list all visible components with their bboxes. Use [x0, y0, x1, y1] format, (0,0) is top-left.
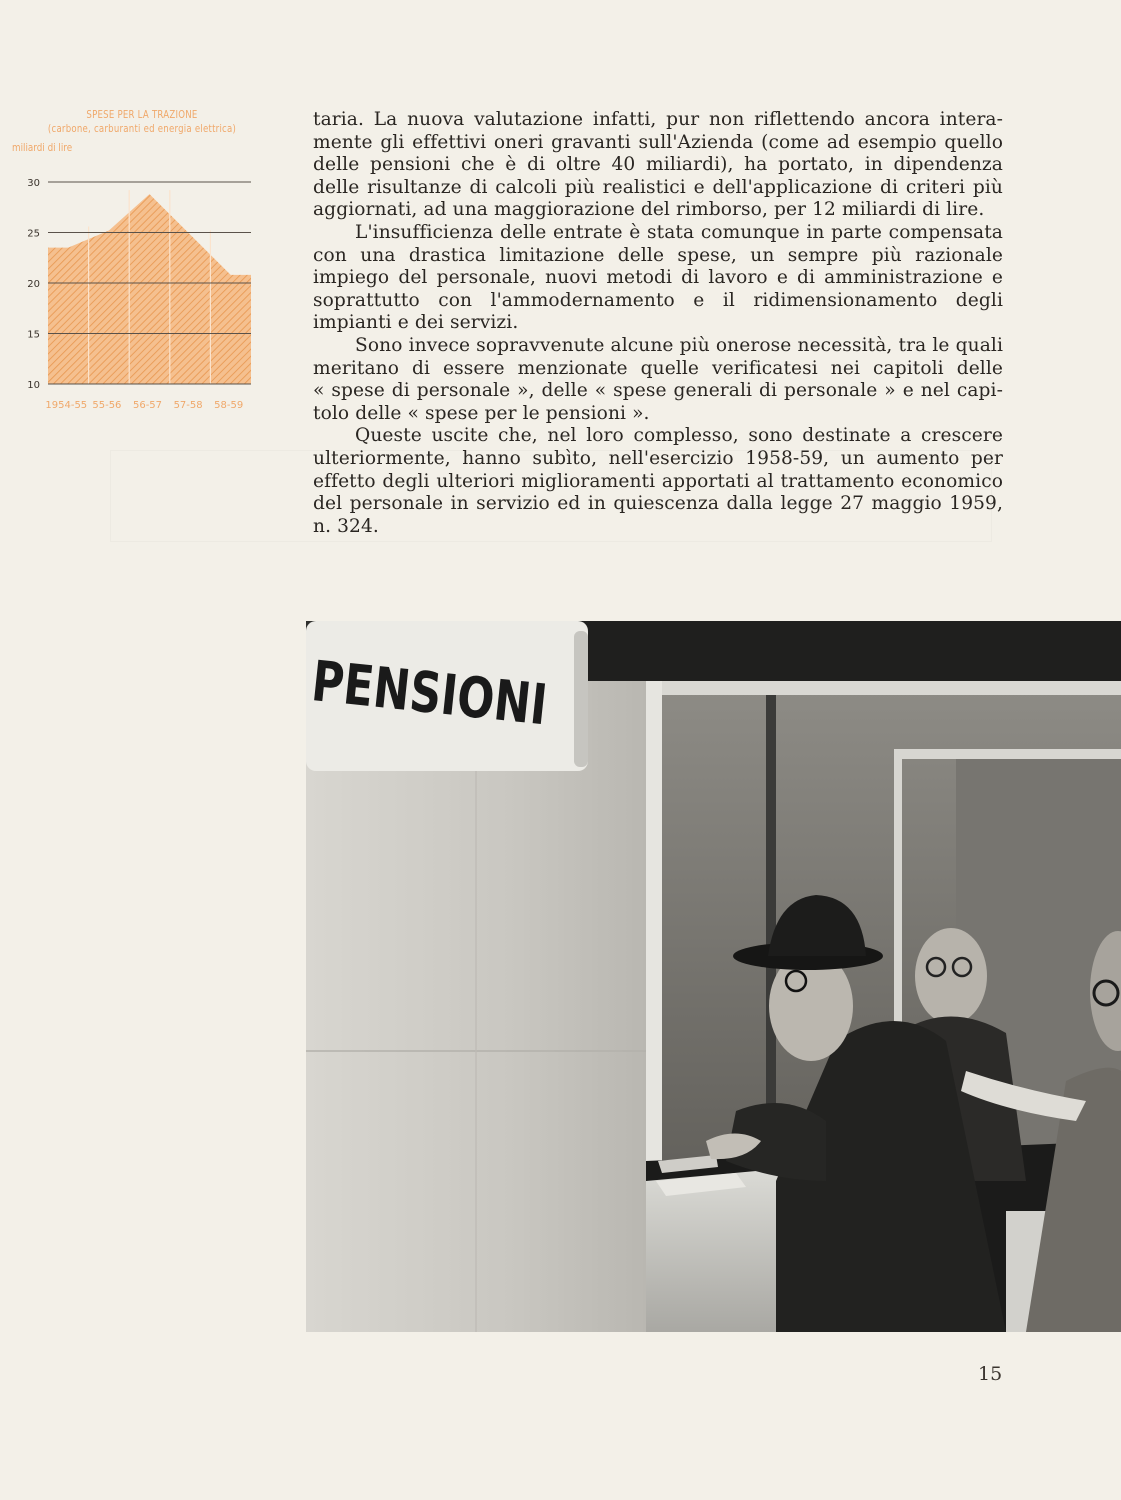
- text-line: n. 324.: [313, 515, 379, 537]
- chart-x-tick-label: 1954-55: [45, 400, 88, 411]
- text-line: del personale in servizio ed in quiescenza dalla legge 27 maggio 1959,: [313, 493, 1003, 515]
- chart-x-tick-label: 58-59: [214, 400, 244, 411]
- chart-y-tick-label: 25: [27, 228, 40, 240]
- photo-illustration: [306, 621, 1121, 1332]
- text-line: effetto degli ulteriori miglioramenti apportati al trattamento economico: [313, 470, 1003, 492]
- chart-y-tick-label: 30: [27, 178, 40, 189]
- pensioni-counter-photo: [306, 621, 1121, 1332]
- text-line: ulteriormente, hanno subìto, nell'esercizio 1958-59, un aumento per: [313, 447, 1003, 469]
- chart-y-axis-label: miliardi di lire: [12, 141, 73, 154]
- chart-y-tick-label: 20: [27, 279, 40, 290]
- text-line: delle risultanze di calcoli più realistici e dell'applicazione di criteri più: [313, 176, 1003, 198]
- chart-title: SPESE PER LA TRAZIONE: [86, 108, 198, 121]
- text-line: impiego del personale, nuovi metodi di lavoro e di amministrazione e: [313, 267, 1003, 289]
- text-line: con una drastica limitazione delle spese, un sempre più razionale: [313, 244, 1003, 266]
- trazione-chart: [8, 100, 276, 420]
- chart-plot: [8, 160, 276, 420]
- paragraph-3: [313, 335, 1003, 425]
- chart-area-series: [48, 194, 251, 384]
- chart-x-tick-label: 57-58: [173, 400, 203, 411]
- text-line: impianti e dei servizi.: [313, 312, 519, 334]
- chart-subtitle: (carbone, carburanti ed energia elettrica): [47, 122, 237, 135]
- text-line: « spese di personale », delle « spese generali di personale » e nel capi-: [313, 380, 1003, 402]
- chart-y-tick-label: 10: [27, 380, 40, 391]
- text-line: Sono invece sopravvenute alcune più onerose necessità, tra le quali: [355, 334, 1003, 356]
- page-number: 15: [978, 1363, 1003, 1385]
- text-line: aggiornati, ad una maggiorazione del rimborso, per 12 miliardi di lire.: [313, 199, 985, 221]
- chart-x-tick-label: 56-57: [132, 400, 163, 411]
- text-line: Queste uscite che, nel loro complesso, sono destinate a crescere: [355, 425, 1003, 447]
- paragraph-4: [313, 425, 1003, 538]
- text-line: taria. La nuova valutazione infatti, pur non riflettendo ancora intera-: [313, 109, 1003, 130]
- pensioni-sign: PENSIONI: [308, 647, 551, 738]
- text-line: meritano di essere menzionate quelle verificatesi nei capitoli delle: [313, 357, 1003, 379]
- text-line: tolo delle « spese per le pensioni ».: [313, 402, 650, 424]
- text-line: L'insufficienza delle entrate è stata comunque in parte compensata: [355, 221, 1003, 243]
- paragraph-1: [313, 109, 1003, 222]
- body-text: [313, 109, 1003, 538]
- paragraph-2: [313, 222, 1003, 335]
- text-line: mente gli effettivi oneri gravanti sull'Azienda (come ad esempio quello: [313, 131, 1003, 153]
- chart-y-tick-label: 15: [27, 329, 40, 341]
- chart-x-tick-label: 55-56: [92, 400, 122, 411]
- text-line: soprattutto con l'ammodernamento e il ridimensionamento degli: [313, 289, 1003, 311]
- text-line: delle pensioni che è di oltre 40 miliardi), ha portato, in dipendenza: [313, 154, 1003, 176]
